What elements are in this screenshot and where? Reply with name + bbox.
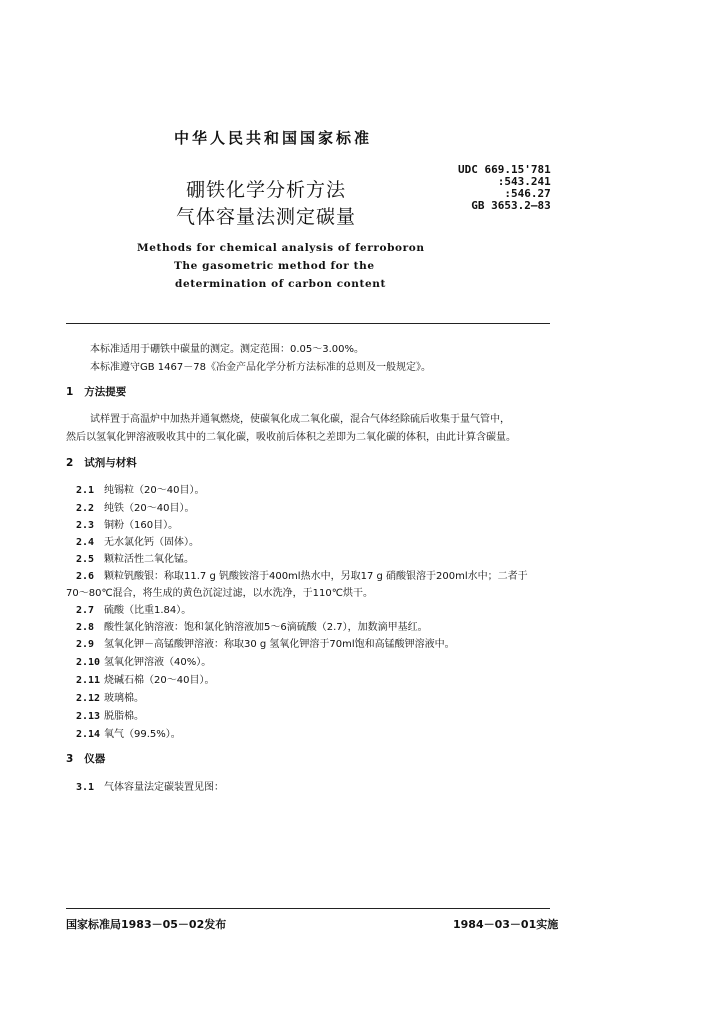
reagent-item: 2.13 脱脂棉。 (76, 711, 144, 722)
classification-block (458, 164, 551, 212)
reagent-item: 2.10 氢氧化钾溶液（40%）。 (76, 657, 212, 668)
udc-line2: :543.241 (497, 175, 551, 188)
apparatus-item: 3.1 气体容量法定碳装置见图： (76, 782, 224, 793)
reagent-item: 2.6 颗粒钒酸银：称取11.7 g 钒酸铵溶于400ml热水中，另取17 g 硝酸银溶于200ml水中；二者于 (76, 571, 528, 582)
reagent-item: 2.1 纯锡粒（20～40目）。 (76, 485, 205, 496)
document-title-line1: 硼铁化学分析方法 (186, 179, 347, 201)
reagent-item: 2.5 颗粒活性二氧化锰。 (76, 554, 194, 565)
section1-number: 1 (66, 386, 74, 398)
english-title-line3: determination of carbon content (175, 278, 386, 290)
document-title-line2: 气体容量法测定碳量 (176, 206, 357, 228)
reagent-item: 2.12 玻璃棉。 (76, 693, 144, 704)
gb-number: GB 3653.2—83 (471, 199, 551, 212)
reagent-item: 2.2 纯铁（20～40目）。 (76, 503, 195, 514)
reagent-item: 2.8 酸性氯化钠溶液：饱和氯化钠溶液加5～6滴硫酸（2.7），加数滴甲基红。 (76, 622, 428, 633)
section3-title: 仪器 (84, 753, 106, 765)
reagent-item: 2.7 硫酸（比重1.84）。 (76, 605, 192, 616)
reagent-item: 2.14 氧气（99.5%）。 (76, 729, 181, 740)
intro-scope: 本标准适用于硼铁中碳量的测定。测定范围：0.05～3.00%。 (90, 344, 365, 355)
english-title-line1: Methods for chemical analysis of ferroboron (137, 242, 425, 254)
intro-compliance: 本标准遵守GB 1467－78《冶金产品化学分析方法标准的总则及一般规定》。 (90, 362, 431, 373)
section1-title: 方法提要 (84, 386, 127, 398)
reagent-item: 2.3 铜粉（160目）。 (76, 520, 179, 531)
effective-date: 1984－03－01实施 (453, 918, 559, 931)
reagent-item: 2.11 烧碱石棉（20～40目）。 (76, 675, 215, 686)
english-title-line2: The gasometric method for the (174, 260, 375, 272)
section2-heading (66, 455, 137, 470)
udc-line1: UDC 669.15'781 (458, 163, 551, 176)
issue-date: 国家标准局1983－05－02发布 (66, 918, 227, 931)
section1-heading (66, 384, 126, 399)
bottom-divider (66, 908, 550, 909)
udc-line3: :546.27 (504, 187, 551, 200)
section1-text-line2: 然后以氢氧化钾溶液吸收其中的二氧化碳，吸收前后体积之差即为二氧化碳的体积，由此计算含碳量。 (66, 432, 516, 443)
standard-org-heading: 中华人民共和国国家标准 (174, 129, 373, 147)
reagent-item-continuation: 70～80℃混合，将生成的黄色沉淀过滤，以水洗净，于110℃烘干。 (66, 588, 373, 599)
section2-number: 2 (66, 457, 74, 469)
top-divider (66, 323, 550, 324)
section1-text-line1: 试样置于高温炉中加热并通氧燃烧，使碳氧化成二氧化碳，混合气体经除硫后收集于量气管中， (90, 414, 510, 425)
reagent-item: 2.4 无水氯化钙（固体）。 (76, 537, 199, 548)
section3-heading (66, 751, 105, 766)
section3-number: 3 (66, 753, 74, 765)
reagent-item: 2.9 氢氧化钾－高锰酸钾溶液：称取30 g 氢氧化钾溶于70ml饱和高锰酸钾溶液中。 (76, 639, 455, 650)
section2-title: 试剂与材料 (84, 457, 137, 469)
